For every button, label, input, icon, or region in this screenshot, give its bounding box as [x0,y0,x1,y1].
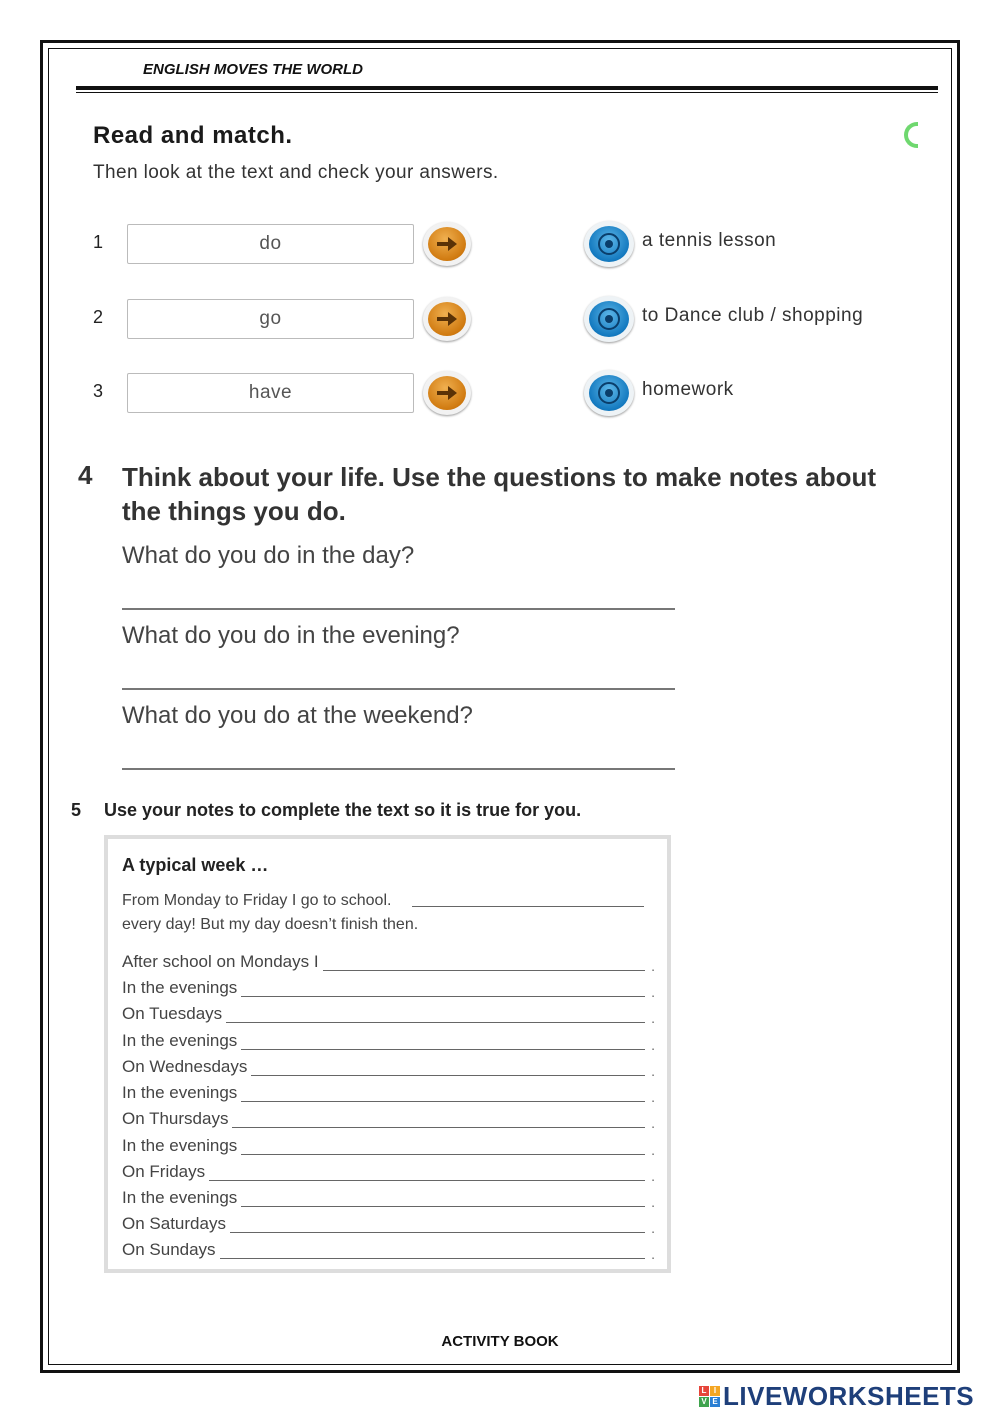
fill-row-label: On Wednesdays [122,1057,251,1077]
fill-row[interactable]: In the evenings . [122,1188,655,1210]
intro-line-2: every day! But my day doesn’t finish then. [122,916,419,933]
match-answer-label: homework [642,379,734,400]
match-answer-label: to Dance club / shopping [642,305,864,326]
logo-grid-icon: L I V E [699,1386,720,1407]
match-row [0,295,1000,345]
section4-number: 4 [78,460,93,490]
fill-row-label: In the evenings [122,1083,241,1103]
typical-week-title: A typical week … [122,855,269,875]
match-target-button[interactable] [584,296,634,342]
match-row [0,220,1000,270]
arrow-right-icon [435,311,459,327]
logo-text: LIVEWORKSHEETS [723,1381,975,1411]
target-icon [596,380,622,406]
question-weekend: What do you do at the weekend? [122,702,473,729]
match-row-number: 3 [93,381,104,401]
fill-row-label: On Fridays [122,1162,209,1182]
arrow-right-icon [435,236,459,252]
footer-label: ACTIVITY BOOK [441,1333,559,1350]
answer-line-day[interactable] [122,608,675,610]
fill-row-label: In the evenings [122,1136,241,1156]
fill-row-label: In the evenings [122,1188,241,1208]
header-rule [76,86,938,90]
match-row-number: 1 [93,232,104,252]
answer-line-evening[interactable] [122,688,675,690]
fill-row[interactable]: On Fridays . [122,1162,655,1184]
match-row-number: 2 [93,307,104,327]
liveworksheets-logo [699,1381,974,1412]
question-evening: What do you do in the evening? [122,622,460,649]
match-target-button[interactable] [584,221,634,267]
match-word-box[interactable]: have [127,373,414,413]
question-day: What do you do in the day? [122,542,415,569]
answer-line-weekend[interactable] [122,768,675,770]
fill-row[interactable]: On Thursdays . [122,1109,655,1131]
section5-title: Use your notes to complete the text so it is true for you. [104,800,582,820]
fill-row[interactable]: On Wednesdays . [122,1057,655,1079]
section5-number: 5 [71,800,82,820]
match-arrow-button[interactable] [423,371,471,415]
fill-row[interactable]: On Tuesdays . [122,1004,655,1026]
match-word-box[interactable]: do [127,224,414,264]
fill-row-label: In the evenings [122,1031,241,1051]
match-arrow-button[interactable] [423,297,471,341]
fill-row-label: On Tuesdays [122,1004,226,1024]
match-subtitle: Then look at the text and check your answers. [93,162,499,183]
header-rule-thin [76,92,938,93]
target-icon [596,306,622,332]
arrow-right-icon [435,385,459,401]
match-target-button[interactable] [584,370,634,416]
fill-row-label: After school on Mondays I [122,952,323,972]
match-row [0,369,1000,419]
section4-title: Think about your life. Use the questions to make notes about the things you do. [122,462,877,526]
header-title: ENGLISH MOVES THE WORLD [143,61,364,78]
fill-row-label: On Sundays [122,1240,220,1260]
intro-line-1: From Monday to Friday I go to school. [122,892,392,909]
match-arrow-button[interactable] [423,222,471,266]
fill-row[interactable]: On Saturdays . [122,1214,655,1236]
match-title: Read and match. [93,122,293,149]
fill-row[interactable]: After school on Mondays I . [122,952,655,974]
fill-row[interactable]: In the evenings . [122,1083,655,1105]
fill-row[interactable]: In the evenings . [122,1031,655,1053]
fill-row[interactable]: In the evenings . [122,1136,655,1158]
fill-row[interactable]: On Sundays . [122,1240,655,1262]
intro-blank-line[interactable] [412,906,644,907]
match-answer-label: a tennis lesson [642,230,777,251]
target-icon [596,231,622,257]
fill-row-label: In the evenings [122,978,241,998]
fill-row[interactable]: In the evenings . [122,978,655,1000]
fill-row-label: On Thursdays [122,1109,232,1129]
fill-row-label: On Saturdays [122,1214,230,1234]
match-word-box[interactable]: go [127,299,414,339]
